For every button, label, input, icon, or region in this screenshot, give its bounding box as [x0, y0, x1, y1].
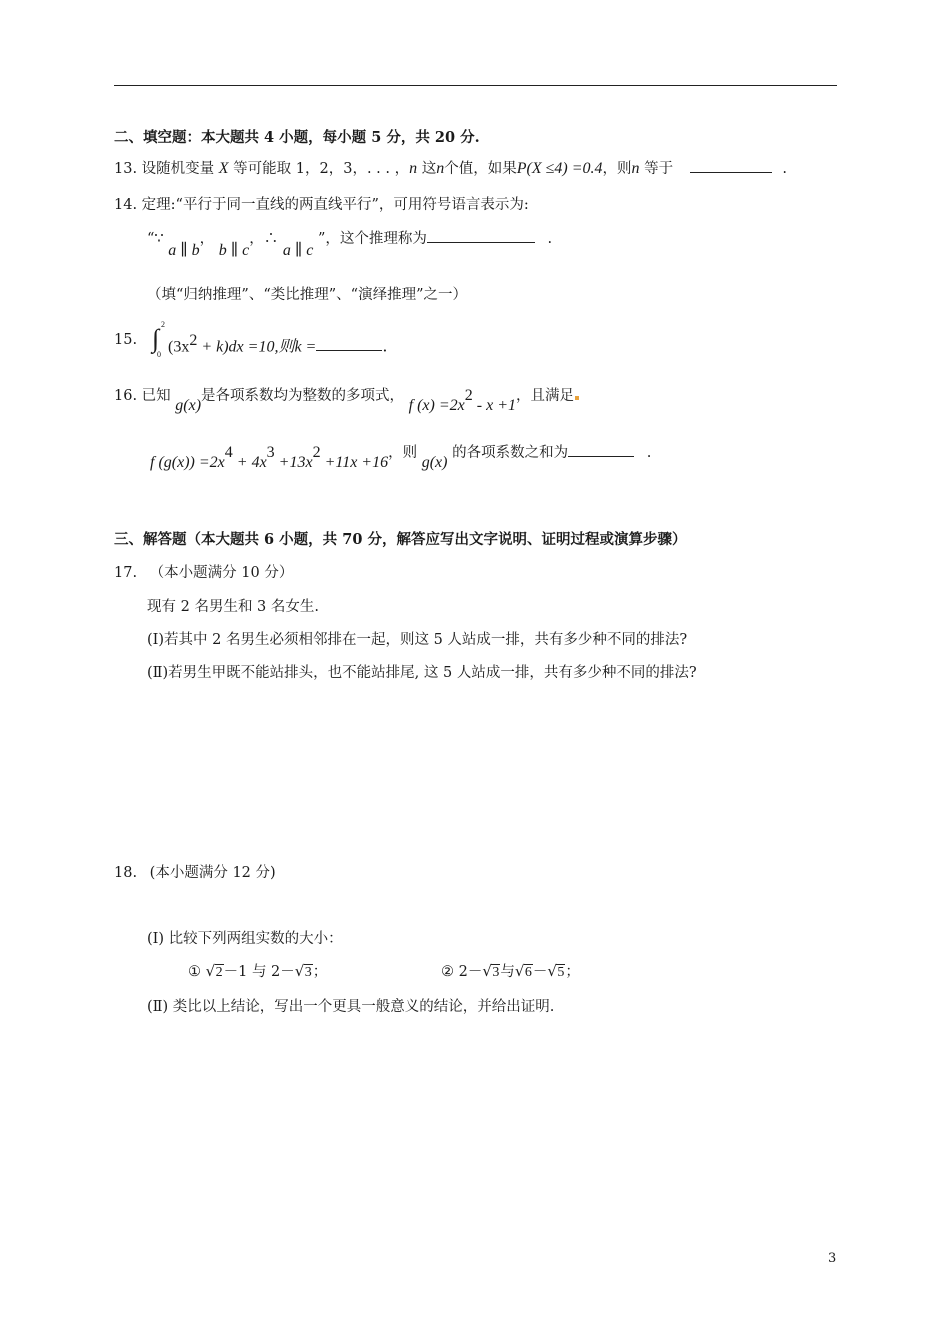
q18-comparison-2 [441, 962, 580, 983]
q15-number: 15. [114, 332, 138, 348]
q16-end: . [646, 444, 652, 461]
q16-term-2: + 4x [232, 453, 267, 471]
q15-end: . [382, 336, 388, 356]
question-18-header [114, 863, 276, 883]
q18-comparison-1 [188, 962, 327, 983]
q17-part-2-text: (Ⅱ)若男生甲既不能站排头，也不能站排尾, 这 5 人站成一排，共有多少种不同的排法? [147, 665, 697, 681]
q18-part-2 [147, 997, 554, 1017]
q18-c1-text: －1 与 2－ [223, 964, 295, 980]
q13-var-n3: n [631, 160, 640, 177]
q14-hint [147, 285, 467, 305]
q17-intro-text: 现有 2 名男生和 3 名女生. [147, 599, 319, 615]
q16-f-definition: f (x) =2x [408, 396, 465, 414]
q15-integrand: (3x [168, 338, 190, 356]
sqrt-2-radicand: 2 [215, 965, 223, 980]
q13-answer-blank [690, 158, 772, 173]
page-number-text: 3 [828, 1251, 837, 1266]
q16-f-exponent: 2 [464, 387, 473, 404]
sqrt-5 [549, 962, 565, 983]
q15-rest: + k)dx =10,则k = [197, 338, 317, 356]
question-16-line-1 [114, 380, 579, 414]
sqrt-6-radicand: 6 [524, 965, 532, 980]
sqrt-3-radicand: 3 [304, 965, 312, 980]
q17-score: （本小题满分 10 分） [149, 565, 294, 581]
q17-part-1-text: (Ⅰ)若其中 2 名男生必须相邻排在一起，则这 5 人站成一排，共有多少种不同的排法? [147, 632, 688, 648]
q18-part-1 [147, 929, 343, 949]
q17-part-1 [147, 630, 687, 650]
q18-score: (本小题满分 12 分) [149, 865, 276, 881]
q18-c2-text-a: 2－ [458, 964, 483, 980]
q14-hint-text: （填“归纳推理”、“类比推理”、“演绎推理”之一） [147, 287, 467, 303]
q14-premise-2: b ∥ c [218, 242, 250, 259]
page-number [828, 1249, 836, 1269]
q13-text-d: 个值，如果 [444, 161, 517, 177]
q14-because: “∵ [147, 231, 164, 247]
q16-text-d: ，则 [388, 444, 418, 461]
question-15 [114, 330, 137, 350]
q18-semicolon-2: ； [565, 964, 580, 980]
q15-lower-limit: 0 [157, 350, 161, 359]
q16-number: 16. [114, 387, 138, 404]
q15-exponent: 2 [189, 332, 198, 349]
q16-g-of-x-2: g(x) [421, 453, 448, 471]
q13-number: 13. [114, 161, 138, 177]
q16-text-e: 的各项系数之和为 [452, 444, 569, 461]
q13-text-c: 这 [421, 161, 437, 177]
q18-semicolon-1: ； [312, 964, 328, 980]
q13-end: . [782, 161, 787, 177]
question-17-header [114, 563, 293, 583]
q16-text-b: 是各项系数均为整数的多项式， [201, 387, 405, 404]
q18-part-2-text: (Ⅱ) 类比以上结论，写出一个更具一般意义的结论，并给出证明. [147, 999, 555, 1015]
q16-exp-4: 4 [224, 444, 233, 461]
q16-text-a: 已知 [141, 387, 171, 404]
q14-conclusion: a ∥ c [282, 242, 314, 259]
q16-text-c: ，且满足 [516, 387, 574, 404]
q14-comma-1: ， [199, 231, 215, 247]
q13-text-b: 等可能取 1，2，3，. . . ， [233, 161, 410, 177]
q15-answer-blank [316, 336, 382, 351]
question-14-line-2 [147, 228, 553, 259]
question-14-line-1 [114, 195, 529, 215]
q14-number: 14. [114, 197, 138, 213]
q13-var-n: n [409, 160, 418, 177]
top-rule [114, 85, 837, 86]
q13-text-f: 等于 [644, 161, 674, 177]
section-3-heading [114, 530, 686, 550]
sqrt-6 [517, 962, 533, 983]
q14-therefore: ，∴ [249, 231, 279, 247]
q17-number: 17. [114, 565, 138, 581]
sqrt-3b-radicand: 3 [492, 965, 500, 980]
q13-text-a: 设随机变量 [141, 161, 215, 177]
q16-g-of-x: g(x) [175, 396, 202, 414]
q16-f-rest: - x +1 [472, 396, 516, 414]
q14-answer-blank [427, 228, 535, 243]
integral-sign-icon: ∫ 2 0 [152, 320, 165, 359]
q15-expression [168, 332, 387, 356]
section-2-heading-text: 二、填空题：本大题共 4 小题，每小题 5 分，共 20 分. [114, 129, 480, 146]
q18-c2-and: 与 [500, 964, 515, 980]
section-2-heading [114, 128, 480, 148]
q14-premise-1: a ∥ b [168, 242, 200, 259]
q13-var-n2: n [436, 160, 445, 177]
q13-var-x: X [218, 160, 229, 177]
sqrt-2 [208, 962, 224, 983]
section-3-heading-text: 三、解答题（本大题共 6 小题，共 70 分，解答应写出文字说明、证明过程或演算步骤） [114, 531, 687, 548]
circled-2-icon: ② [441, 964, 454, 980]
q18-part-1-text: (Ⅰ) 比较下列两组实数的大小： [147, 931, 343, 947]
q16-exp-3: 3 [266, 444, 275, 461]
q16-answer-blank [568, 442, 634, 457]
q16-composition: f (g(x)) =2x [150, 453, 225, 471]
q14-end: . [547, 231, 553, 247]
circled-1-icon: ① [188, 964, 201, 980]
q13-text-e: ，则 [602, 161, 632, 177]
q13-probability: P(X ≤4) =0.4 [516, 160, 603, 177]
q17-part-2 [147, 663, 697, 683]
q15-upper-limit: 2 [161, 320, 165, 329]
question-13 [114, 158, 787, 179]
question-16-line-2 [150, 437, 652, 471]
q17-intro [147, 597, 319, 617]
sqrt-3-b [484, 962, 500, 983]
q18-number: 18. [114, 865, 138, 881]
q16-term-4: +11x +16 [320, 453, 389, 471]
q16-term-3: +13x [274, 453, 313, 471]
q16-exp-2: 2 [312, 444, 321, 461]
q14-theorem-text: 定理:“平行于同一直线的两直线平行”，可用符号语言表示为: [141, 197, 529, 213]
mark-dot-icon [575, 396, 579, 400]
sqrt-5-radicand: 5 [557, 965, 565, 980]
q18-c2-minus: － [532, 964, 548, 980]
sqrt-3 [297, 962, 313, 983]
q14-close-text: ”，这个推理称为 [317, 231, 427, 247]
